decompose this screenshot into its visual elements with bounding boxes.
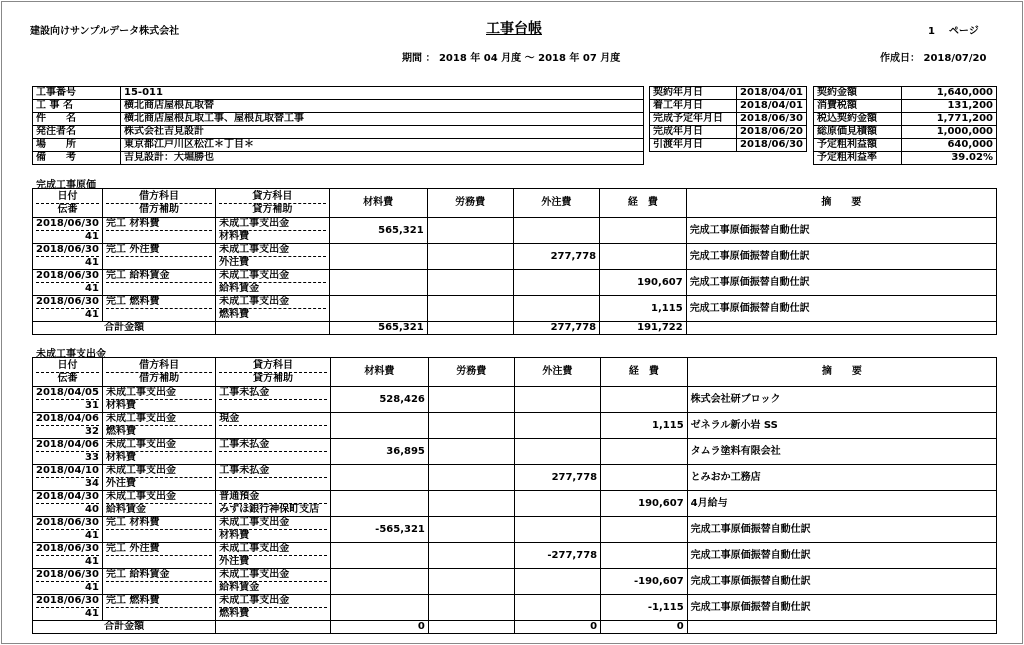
schedule-value: 2018/06/30 <box>737 139 807 152</box>
table-row <box>33 387 997 413</box>
cell-expense <box>601 465 688 491</box>
page-title: 工事台帳 <box>486 21 542 37</box>
amounts-value: 131,200 <box>902 100 997 113</box>
table-row <box>33 296 997 322</box>
cell-labor <box>428 413 514 439</box>
total-expense: 0 <box>601 621 688 634</box>
amounts-value: 640,000 <box>902 139 997 152</box>
cell-labor <box>428 569 514 595</box>
cell-expense <box>600 244 687 270</box>
header-debit: 借方科目 借方補助 <box>102 189 215 218</box>
cell-credit: 未成工事支出金 外注費 <box>216 244 329 270</box>
cell-expense <box>601 517 688 543</box>
table-row <box>33 491 997 517</box>
cell-labor <box>428 465 514 491</box>
amount-table <box>813 86 997 165</box>
cell-outsource <box>514 517 601 543</box>
cell-debit: 完工 外注費 <box>102 244 215 270</box>
table-row <box>33 543 997 569</box>
company-name: 建設向けサンプルデータ株式会社 <box>30 26 180 37</box>
cell-expense <box>600 218 687 244</box>
section-completed-title: 完成工事原価 <box>36 180 96 191</box>
total-label: 合計金額 <box>33 621 216 634</box>
header-memo: 摘 要 <box>687 358 996 387</box>
project-label: 工 事 名 <box>33 100 121 113</box>
amounts-label: 総原価見積額 <box>814 126 902 139</box>
total-row <box>33 621 997 634</box>
cell-memo: とみおか工務店 <box>687 465 996 491</box>
total-material: 565,321 <box>329 322 427 335</box>
cell-credit: 工事未払金 <box>216 387 331 413</box>
amounts-value: 1,000,000 <box>902 126 997 139</box>
cell-memo: ゼネラル新小岩 SS <box>687 413 996 439</box>
cell-credit: 工事未払金 <box>216 439 331 465</box>
project-label: 件 名 <box>33 113 121 126</box>
cell-material: 36,895 <box>330 439 428 465</box>
cell-credit: 未成工事支出金 給料賃金 <box>216 569 331 595</box>
table-row <box>33 244 997 270</box>
cell-debit: 完工 外注費 <box>102 543 215 569</box>
cell-credit: 未成工事支出金 材料費 <box>216 218 329 244</box>
total-memo <box>686 322 996 335</box>
header-date-slip: 日付 伝番 <box>33 358 103 387</box>
amounts-row <box>814 87 997 100</box>
total-row <box>33 322 997 335</box>
cell-debit: 未成工事支出金 外注費 <box>102 465 215 491</box>
cell-memo: 完成工事原価振替自動仕訳 <box>686 244 996 270</box>
cell-labor <box>428 595 514 621</box>
total-outsource: 277,778 <box>513 322 600 335</box>
amounts-label: 税込契約金額 <box>814 113 902 126</box>
table-row <box>33 595 997 621</box>
amounts-row <box>814 113 997 126</box>
period: 期間 ： 2018 年 04 月度 ～ 2018 年 07 月度 <box>402 53 621 64</box>
cell-date-slip: 2018/06/30 41 <box>33 296 103 322</box>
cell-expense: 1,115 <box>601 413 688 439</box>
cell-date-slip: 2018/04/30 40 <box>33 491 103 517</box>
cell-labor <box>427 218 513 244</box>
cell-date-slip: 2018/06/30 41 <box>33 218 103 244</box>
cell-material <box>330 413 428 439</box>
cell-credit: 工事未払金 <box>216 465 331 491</box>
cell-date-slip: 2018/06/30 41 <box>33 595 103 621</box>
cell-material <box>329 270 427 296</box>
cell-credit: 未成工事支出金 外注費 <box>216 543 331 569</box>
schedule-label: 完成予定年月日 <box>650 113 737 126</box>
total-material: 0 <box>330 621 428 634</box>
cell-memo: 株式会社研ブロック <box>687 387 996 413</box>
schedule-value: 2018/04/01 <box>737 87 807 100</box>
project-label: 工事番号 <box>33 87 121 100</box>
project-row <box>33 87 644 100</box>
cell-expense: 190,607 <box>600 270 687 296</box>
column-header-row <box>33 358 997 387</box>
cell-expense: -1,115 <box>601 595 688 621</box>
cell-material: 528,426 <box>330 387 428 413</box>
cell-debit: 未成工事支出金 給料賃金 <box>102 491 215 517</box>
header-expense: 経 費 <box>601 358 688 387</box>
total-outsource: 0 <box>514 621 601 634</box>
header-labor: 労務費 <box>427 189 513 218</box>
cell-credit: 未成工事支出金 燃料費 <box>216 296 329 322</box>
cell-debit: 未成工事支出金 材料費 <box>102 439 215 465</box>
wip-cost-table <box>32 357 997 634</box>
schedule-label: 契約年月日 <box>650 87 737 100</box>
header-outsource: 外注費 <box>514 358 601 387</box>
cell-outsource <box>514 413 601 439</box>
cell-labor <box>428 491 514 517</box>
cell-material <box>330 595 428 621</box>
total-expense: 191,722 <box>600 322 687 335</box>
cell-outsource <box>514 439 601 465</box>
cell-expense: -190,607 <box>601 569 688 595</box>
project-label: 場 所 <box>33 139 121 152</box>
cell-date-slip: 2018/04/05 31 <box>33 387 103 413</box>
project-value: 東京都江戸川区松江＊丁目＊ <box>121 139 644 152</box>
total-blank <box>216 322 329 335</box>
cell-material: -565,321 <box>330 517 428 543</box>
cell-material: 565,321 <box>329 218 427 244</box>
schedule-value: 2018/06/20 <box>737 126 807 139</box>
schedule-row <box>650 139 807 152</box>
cell-outsource <box>513 296 600 322</box>
table-row <box>33 517 997 543</box>
ledger-page <box>1 1 1023 644</box>
project-value: 横北商店屋根瓦取替 <box>121 100 644 113</box>
amounts-row <box>814 100 997 113</box>
schedule-label: 着工年月日 <box>650 100 737 113</box>
cell-material <box>330 569 428 595</box>
cell-outsource <box>513 218 600 244</box>
project-value: 株式会社吉見設計 <box>121 126 644 139</box>
completed-cost-table <box>32 188 997 335</box>
schedule-row <box>650 87 807 100</box>
cell-outsource <box>514 569 601 595</box>
total-label: 合計金額 <box>33 322 216 335</box>
project-value: 横北商店屋根瓦取工事、屋根瓦取替工事 <box>121 113 644 126</box>
amounts-value: 1,771,200 <box>902 113 997 126</box>
cell-memo: 完成工事原価振替自動仕訳 <box>686 218 996 244</box>
cell-memo: 完成工事原価振替自動仕訳 <box>687 543 996 569</box>
cell-memo: 完成工事原価振替自動仕訳 <box>686 296 996 322</box>
header-expense: 経 費 <box>600 189 687 218</box>
table-row <box>33 270 997 296</box>
schedule-row <box>650 100 807 113</box>
cell-date-slip: 2018/06/30 41 <box>33 569 103 595</box>
cell-labor <box>428 439 514 465</box>
table-row <box>33 569 997 595</box>
cell-debit: 完工 燃料費 <box>102 595 215 621</box>
schedule-row <box>650 113 807 126</box>
cell-credit: 未成工事支出金 燃料費 <box>216 595 331 621</box>
header-material: 材料費 <box>330 358 428 387</box>
total-memo <box>687 621 996 634</box>
cell-date-slip: 2018/04/10 34 <box>33 465 103 491</box>
header-credit: 貸方科目 貸方補助 <box>216 358 331 387</box>
cell-material <box>329 296 427 322</box>
cell-expense <box>601 543 688 569</box>
schedule-label: 引渡年月日 <box>650 139 737 152</box>
cell-outsource <box>514 491 601 517</box>
column-header-row <box>33 189 997 218</box>
header-memo: 摘 要 <box>686 189 996 218</box>
amounts-row <box>814 152 997 165</box>
amounts-label: 予定粗利益率 <box>814 152 902 165</box>
cell-material <box>329 244 427 270</box>
cell-debit: 完工 給料賃金 <box>102 270 215 296</box>
cell-date-slip: 2018/06/30 41 <box>33 270 103 296</box>
header-labor: 労務費 <box>428 358 514 387</box>
amounts-row <box>814 139 997 152</box>
cell-date-slip: 2018/06/30 41 <box>33 543 103 569</box>
schedule-table <box>649 86 807 152</box>
project-row <box>33 126 644 139</box>
schedule-value: 2018/04/01 <box>737 100 807 113</box>
cell-material <box>330 465 428 491</box>
cell-labor <box>427 270 513 296</box>
cell-credit: 普通預金 みずほ銀行神保町支店 <box>216 491 331 517</box>
cell-date-slip: 2018/06/30 41 <box>33 517 103 543</box>
project-label: 発注者名 <box>33 126 121 139</box>
cell-outsource: -277,778 <box>514 543 601 569</box>
cell-expense: 1,115 <box>600 296 687 322</box>
project-value: 吉見設計：大堀勝也 <box>121 152 644 165</box>
project-info-table <box>32 86 644 165</box>
header-outsource: 外注費 <box>513 189 600 218</box>
cell-memo: タムラ塗料有限会社 <box>687 439 996 465</box>
schedule-label: 完成年月日 <box>650 126 737 139</box>
amounts-label: 契約金額 <box>814 87 902 100</box>
total-labor <box>428 621 514 634</box>
table-row <box>33 413 997 439</box>
cell-debit: 未成工事支出金 材料費 <box>102 387 215 413</box>
cell-labor <box>428 517 514 543</box>
project-value: 15-011 <box>121 87 644 100</box>
amounts-label: 予定粗利益額 <box>814 139 902 152</box>
cell-memo: 完成工事原価振替自動仕訳 <box>687 595 996 621</box>
schedule-value: 2018/06/30 <box>737 113 807 126</box>
cell-outsource <box>514 387 601 413</box>
amounts-label: 消費税額 <box>814 100 902 113</box>
cell-outsource <box>513 270 600 296</box>
cell-outsource: 277,778 <box>513 244 600 270</box>
cell-expense <box>601 439 688 465</box>
cell-expense <box>601 387 688 413</box>
cell-debit: 完工 給料賃金 <box>102 569 215 595</box>
cell-outsource: 277,778 <box>514 465 601 491</box>
cell-memo: 完成工事原価振替自動仕訳 <box>686 270 996 296</box>
header-debit: 借方科目 借方補助 <box>102 358 215 387</box>
cell-labor <box>428 543 514 569</box>
cell-credit: 未成工事支出金 給料賃金 <box>216 270 329 296</box>
header-material: 材料費 <box>329 189 427 218</box>
project-label: 備 考 <box>33 152 121 165</box>
table-row <box>33 465 997 491</box>
project-row <box>33 100 644 113</box>
cell-credit: 現金 <box>216 413 331 439</box>
cell-memo: 完成工事原価振替自動仕訳 <box>687 517 996 543</box>
cell-material <box>330 543 428 569</box>
cell-memo: 4月給与 <box>687 491 996 517</box>
table-row <box>33 439 997 465</box>
header-credit: 貸方科目 貸方補助 <box>216 189 329 218</box>
page-number: 1 ページ <box>928 26 979 37</box>
table-row <box>33 218 997 244</box>
amounts-value: 1,640,000 <box>902 87 997 100</box>
header-date-slip: 日付 伝番 <box>33 189 103 218</box>
cell-labor <box>427 244 513 270</box>
project-row <box>33 139 644 152</box>
section-wip-title: 未成工事支出金 <box>36 349 106 360</box>
cell-date-slip: 2018/04/06 32 <box>33 413 103 439</box>
cell-debit: 完工 材料費 <box>102 218 215 244</box>
cell-credit: 未成工事支出金 材料費 <box>216 517 331 543</box>
cell-date-slip: 2018/06/30 41 <box>33 244 103 270</box>
cell-debit: 完工 燃料費 <box>102 296 215 322</box>
total-blank <box>216 621 331 634</box>
cell-labor <box>427 296 513 322</box>
amounts-value: 39.02% <box>902 152 997 165</box>
project-row <box>33 113 644 126</box>
cell-expense: 190,607 <box>601 491 688 517</box>
cell-debit: 完工 材料費 <box>102 517 215 543</box>
cell-memo: 完成工事原価振替自動仕訳 <box>687 569 996 595</box>
cell-material <box>330 491 428 517</box>
project-row <box>33 152 644 165</box>
schedule-row <box>650 126 807 139</box>
cell-labor <box>428 387 514 413</box>
cell-date-slip: 2018/04/06 33 <box>33 439 103 465</box>
cell-debit: 未成工事支出金 燃料費 <box>102 413 215 439</box>
total-labor <box>427 322 513 335</box>
cell-outsource <box>514 595 601 621</box>
amounts-row <box>814 126 997 139</box>
created-date: 作成日： 2018/07/20 <box>880 53 987 64</box>
